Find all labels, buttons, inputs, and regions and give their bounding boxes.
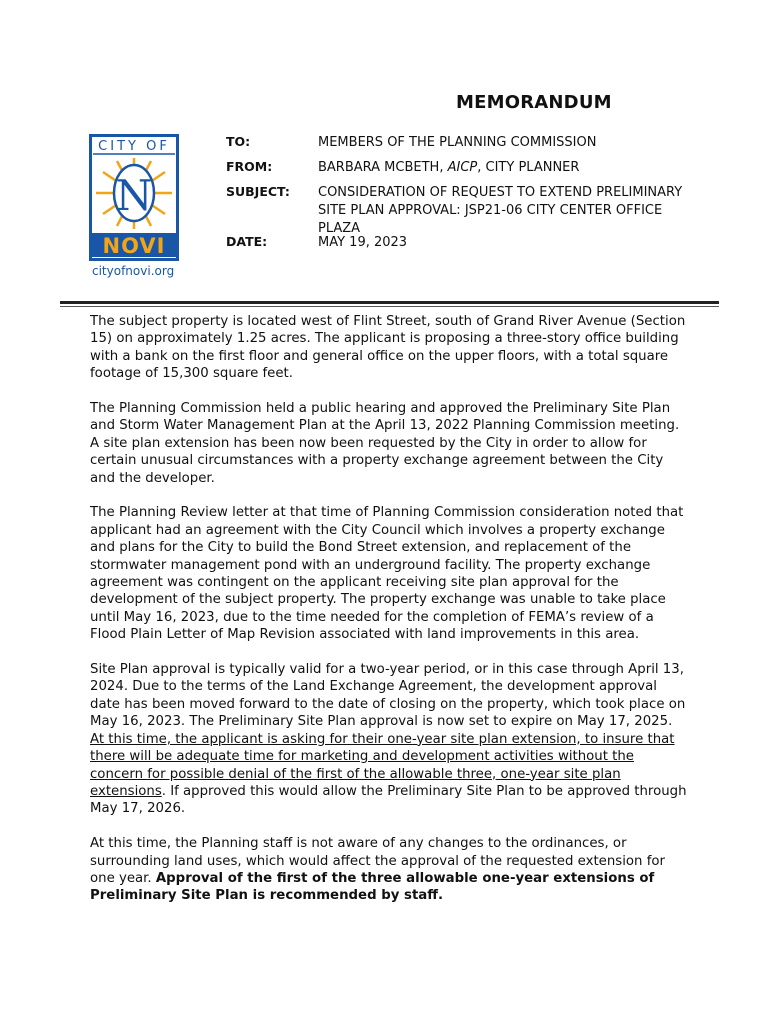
paragraph [90, 835, 690, 905]
memo-header [226, 134, 696, 254]
to-row [226, 134, 696, 159]
underlined-text: At this time, the applicant is asking for their one-year site plan extension, to insure that there will be adequate time for marketing and development activities without the concern for possible denial of the first of the allowable three, one-year site plan extensions [90, 731, 675, 799]
subject-line: CONSIDERATION OF REQUEST TO EXTEND PRELIMINARY [318, 185, 683, 200]
subject-value [318, 184, 696, 238]
recommendation-text: Approval of the first of the three allowable one-year extensions of Preliminary Site Plan is recommended by staff. [90, 870, 655, 904]
to-value: MEMBERS OF THE PLANNING COMMISSION [318, 135, 597, 150]
header-divider-thin [60, 306, 719, 307]
city-of-novi-logo [89, 134, 179, 278]
paragraph-text: . If approved this would allow the Preliminary Site Plan to be approved through May 17, 2026. [90, 783, 687, 817]
paragraph [90, 661, 690, 818]
from-name: BARBARA MCBETH, [318, 160, 448, 175]
date-value: MAY 19, 2023 [318, 235, 408, 250]
paragraph: The Planning Review letter at that time of Planning Commission consideration noted that applicant had an agreement with the City Council which involves a property exchange and plans for the City to build the Bond Street extension, and replacement of the stormwater management pond with an underground facility. The property exchange agreement was contingent on the applicant receiving site plan approval for the development of the subject property. The property exchange was unable to take place until May 16, 2023, due to the time needed for the completion of FEMA’s review of a Flood Plain Letter of Map Revision associated with land improvements in this area. [90, 505, 684, 643]
header-divider [60, 301, 719, 304]
novi-seal-icon [89, 134, 179, 261]
logo-bottom-text: NOVI [102, 234, 166, 258]
paragraph-text: At this time, the Planning staff is not aware of any changes to the ordinances, or surrounding land uses, which would affect the approval of the requested extension for one year. [90, 836, 665, 886]
logo-url: cityofnovi.org [92, 264, 175, 278]
date-label: DATE: [226, 234, 268, 249]
from-credential: AICP [447, 160, 478, 175]
paragraph: The Planning Commission held a public hearing and approved the Preliminary Site Plan and Storm Water Management Plan at the April 13, 2022 Planning Commission meeting. A site plan extension has been now been requested by the City in order to allow for certain unusual circumstances with a property exchange agreement between the City and the developer. [90, 401, 680, 486]
date-row [226, 234, 696, 254]
subject-row [226, 184, 696, 234]
subject-label: SUBJECT: [226, 184, 290, 199]
from-label: FROM: [226, 159, 273, 174]
logo-top-text: CITY OF [98, 139, 170, 154]
from-row [226, 159, 696, 184]
to-label: TO: [226, 134, 251, 149]
from-title: , CITY PLANNER [477, 160, 580, 175]
subject-line: SITE PLAN APPROVAL: JSP21-06 CITY CENTER OFFICE [318, 203, 663, 218]
paragraph: The subject property is located west of Flint Street, south of Grand River Avenue (Section 15) on approximately 1.25 acres. The applicant is proposing a three-story office building with a bank on the first floor and general office on the upper floors, with a total square footage of 15,300 square feet. [90, 314, 686, 382]
paragraph-text: Site Plan approval is typically valid for a two-year period, or in this case through April 13, 2024. Due to the terms of the Land Exchange Agreement, the development approval date has been moved forward to the date of closing on the property, which took place on May 16, 2023. The Preliminary Site Plan approval is now set to expire on May 17, 2025. [90, 662, 686, 730]
memo-body [90, 313, 690, 922]
memo-title: MEMORANDUM [456, 92, 612, 113]
subject-line: PLAZA [318, 221, 361, 236]
logo-monogram: N [115, 171, 153, 220]
from-value [318, 159, 696, 177]
